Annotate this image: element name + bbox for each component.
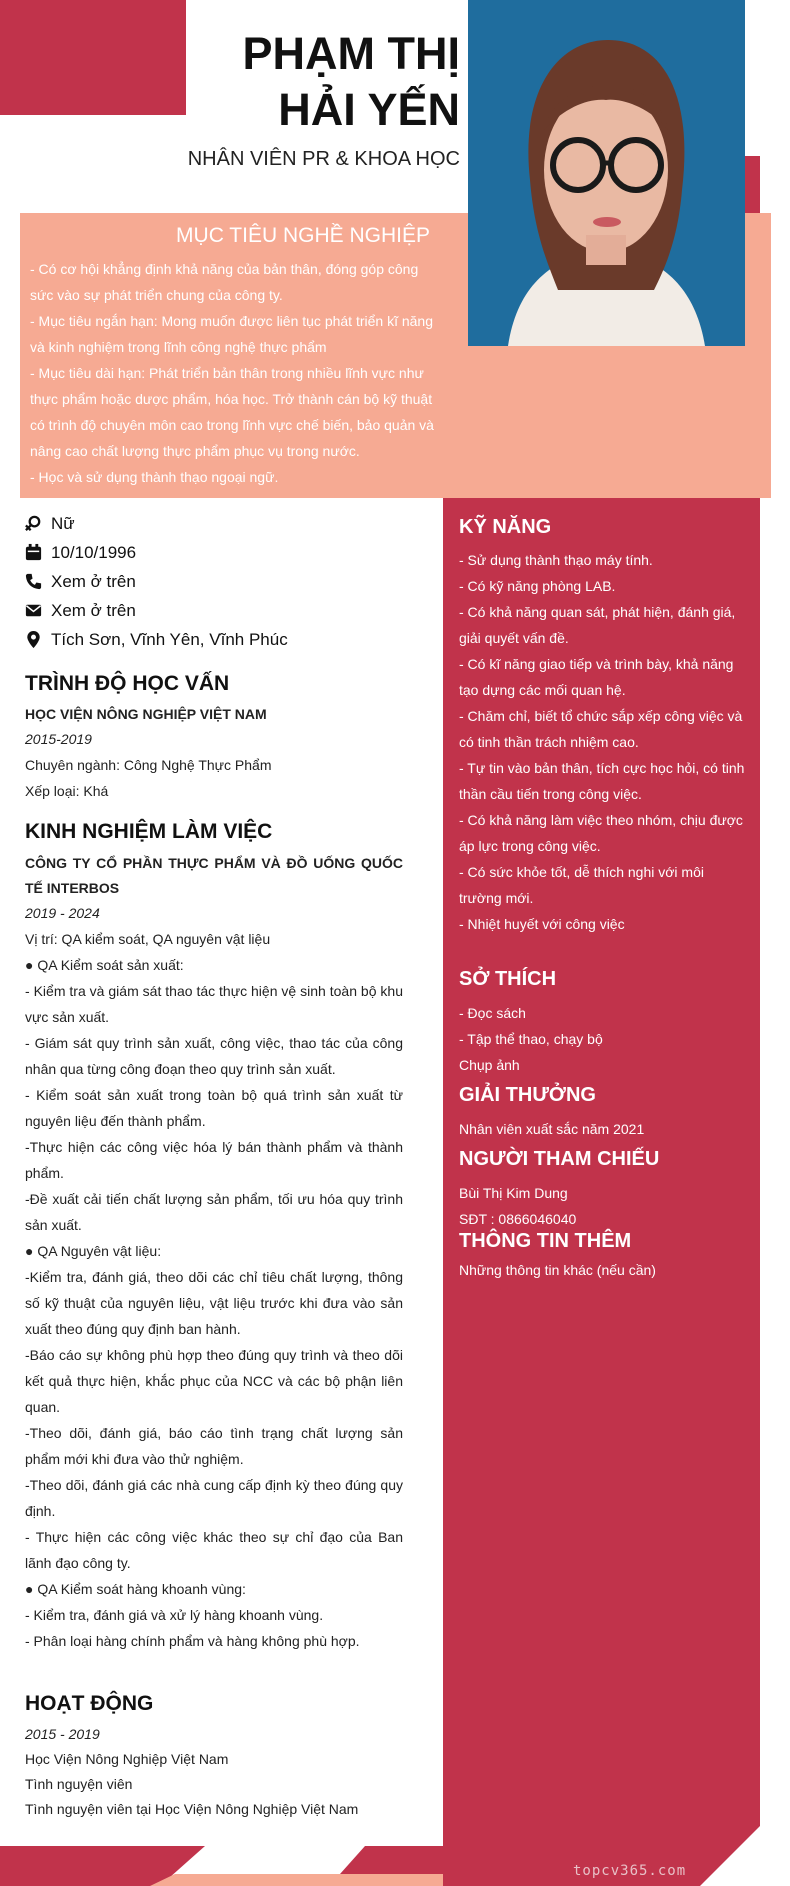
contact-list [24,509,424,654]
skill-item: - Nhiệt huyết với công việc [459,916,625,932]
contact-birthday [24,538,424,567]
skill-item: - Có khả năng làm việc theo nhóm, chịu được áp lực trong công việc. [459,812,743,854]
experience-line: - Kiểm tra, đánh giá và xử lý hàng khoanh vùng. [25,1607,324,1623]
objective-text: - Có cơ hội khẳng định khả năng của bản thân, đóng góp công sức vào sự phát triển chung của công ty. - Mục tiêu ngắn hạn: Mong muốn được liên tục phát triển kĩ năng và kinh nghiệm trong lĩnh công nghệ thực phẩm - Mục tiêu dài hạn: Phát triển bản thân trong nhiều lĩnh vực như thực phẩm hoặc dược phẩm, hóa học. Trở thành cán bộ kỹ thuật có trình độ chuyên môn cao trong lĩnh vực chế biến, bảo quản và nâng cao chất lượng thực phẩm phục vụ trong nước. - Học và sử dụng thành thạo ngoại ngữ. [30,261,434,485]
more-info-text: Những thông tin khác (nếu cần) [459,1262,656,1278]
activities-desc: Tình nguyện viên tại Học Viện Nông Nghiệp Việt Nam [25,1801,359,1817]
hobby-item: - Đọc sách [459,1005,526,1021]
experience-line: -Kiểm tra, đánh giá, theo dõi các chỉ tiêu chất lượng, thông số kỹ thuật của nguyên liệu, vật liệu trước khi đưa vào sản xuất theo đúng quy định ban hành. [25,1269,403,1337]
calendar-icon [24,543,43,562]
experience-line: - Kiểm tra và giám sát thao tác thực hiện vệ sinh toàn bộ khu vực sản xuất. [25,983,403,1025]
phone-value: Xem ở trên [51,571,136,591]
contact-gender [24,509,424,538]
email-value: Xem ở trên [51,600,136,620]
hobbies-list [459,1000,749,1078]
skill-item: - Tự tin vào bản thân, tích cực học hỏi, có tinh thần cầu tiến trong công việc. [459,760,745,802]
gender-value: Nữ [51,513,75,533]
email-icon [24,601,43,620]
experience-line: ● QA Nguyên vật liệu: [25,1243,162,1259]
education-title: TRÌNH ĐỘ HỌC VẤN [25,672,230,695]
skills-list [459,547,749,937]
contact-address [24,625,424,654]
experience-line: -Báo cáo sự không phù hợp theo đúng quy trình và theo dõi kết quả thực hiện, khắc phục của NCC và các bộ phận liên quan. [25,1347,403,1415]
skills-title: KỸ NĂNG [459,516,552,538]
activities-org: Học Viện Nông Nghiệp Việt Nam [25,1751,229,1767]
gender-icon [24,514,43,533]
skill-item: - Có kĩ năng giao tiếp và trình bày, khả năng tạo dựng các mối quan hệ. [459,656,734,698]
education-major: Chuyên ngành: Công Nghệ Thực Phẩm [25,757,272,773]
experience-line: -Theo dõi, đánh giá, báo cáo tình trạng chất lượng sản phẩm mới khi đưa vào thử nghiệm. [25,1425,403,1467]
experience-line: Vị trí: QA kiểm soát, QA nguyên vật liệu [25,931,271,947]
contact-phone [24,567,424,596]
more-info-title: THÔNG TIN THÊM [459,1230,632,1252]
education-rank: Xếp loại: Khá [25,783,109,799]
experience-block [25,851,403,1654]
experience-line: - Kiểm soát sản xuất trong toàn bộ quá trình sản xuất từ nguyên liệu đến thành phẩm. [25,1087,403,1129]
references-title: NGƯỜI THAM CHIẾU [459,1148,660,1170]
references-block [459,1180,749,1232]
experience-line: ● QA Kiểm soát hàng khoanh vùng: [25,1581,246,1597]
activities-title: HOẠT ĐỘNG [25,1692,154,1715]
hobbies-title: SỞ THÍCH [459,968,557,990]
education-block [25,702,403,804]
experience-title: KINH NGHIỆM LÀM VIỆC [25,820,273,843]
experience-line: -Thực hiện các công việc hóa lý bán thành phẩm và thành phẩm. [25,1139,403,1181]
education-period: 2015-2019 [25,731,92,747]
skill-item: - Có khả năng quan sát, phát hiện, đánh giá, giải quyết vấn đề. [459,604,736,646]
birthday-value: 10/10/1996 [51,542,137,562]
awards-text: Nhân viên xuất sắc năm 2021 [459,1121,645,1137]
experience-line: ● QA Kiểm soát sản xuất: [25,957,184,973]
skill-item: - Có kỹ năng phòng LAB. [459,578,616,594]
reference-phone: SĐT : 0866046040 [459,1211,577,1227]
experience-line: - Giám sát quy trình sản xuất, công việc, thao tác của công nhân qua từng công đoạn theo quy trình sản xuất. [25,1035,403,1077]
awards-title: GIẢI THƯỞNG [459,1084,596,1106]
candidate-role: NHÂN VIÊN PR & KHOA HỌC [187,148,460,170]
skill-item: - Sử dụng thành thạo máy tính. [459,552,653,568]
hobby-item: - Tập thể thao, chạy bộ [459,1031,603,1047]
watermark: topcv365.com [573,1863,687,1879]
profile-photo [468,0,745,346]
skill-item: - Chăm chỉ, biết tổ chức sắp xếp công việc và có tinh thần trách nhiệm cao. [459,708,743,750]
experience-line: - Thực hiện các công việc khác theo sự chỉ đạo của Ban lãnh đạo công ty. [25,1529,403,1571]
activities-role: Tình nguyện viên [25,1776,133,1792]
address-value: Tích Sơn, Vĩnh Yên, Vĩnh Phúc [51,629,288,649]
skill-item: - Có sức khỏe tốt, dễ thích nghi với môi trường mới. [459,864,704,906]
hobby-item: Chụp ảnh [459,1057,520,1073]
experience-line: -Theo dõi, đánh giá các nhà cung cấp định kỳ theo đúng quy định. [25,1477,403,1519]
activities-block [25,1722,403,1822]
activities-period: 2015 - 2019 [25,1726,100,1742]
experience-company: CÔNG TY CỔ PHẦN THỰC PHẨM VÀ ĐỒ UỐNG QUỐC TẾ INTERBOS [25,855,403,896]
experience-line: - Phân loại hàng chính phẩm và hàng không phù hợp. [25,1633,360,1649]
education-school: HỌC VIỆN NÔNG NGHIỆP VIỆT NAM [25,706,267,722]
reference-name: Bùi Thị Kim Dung [459,1185,568,1201]
contact-email [24,596,424,625]
location-pin-icon [24,630,43,649]
objective-title: MỤC TIÊU NGHỀ NGHIỆP [176,224,430,247]
experience-line: -Đề xuất cải tiến chất lượng sản phẩm, tối ưu hóa quy trình sản xuất. [25,1191,403,1233]
phone-icon [24,572,43,591]
experience-period: 2019 - 2024 [25,905,100,921]
right-column-corner [700,1826,790,1886]
candidate-name: PHẠM THỊ HẢI YẾN [242,28,460,135]
